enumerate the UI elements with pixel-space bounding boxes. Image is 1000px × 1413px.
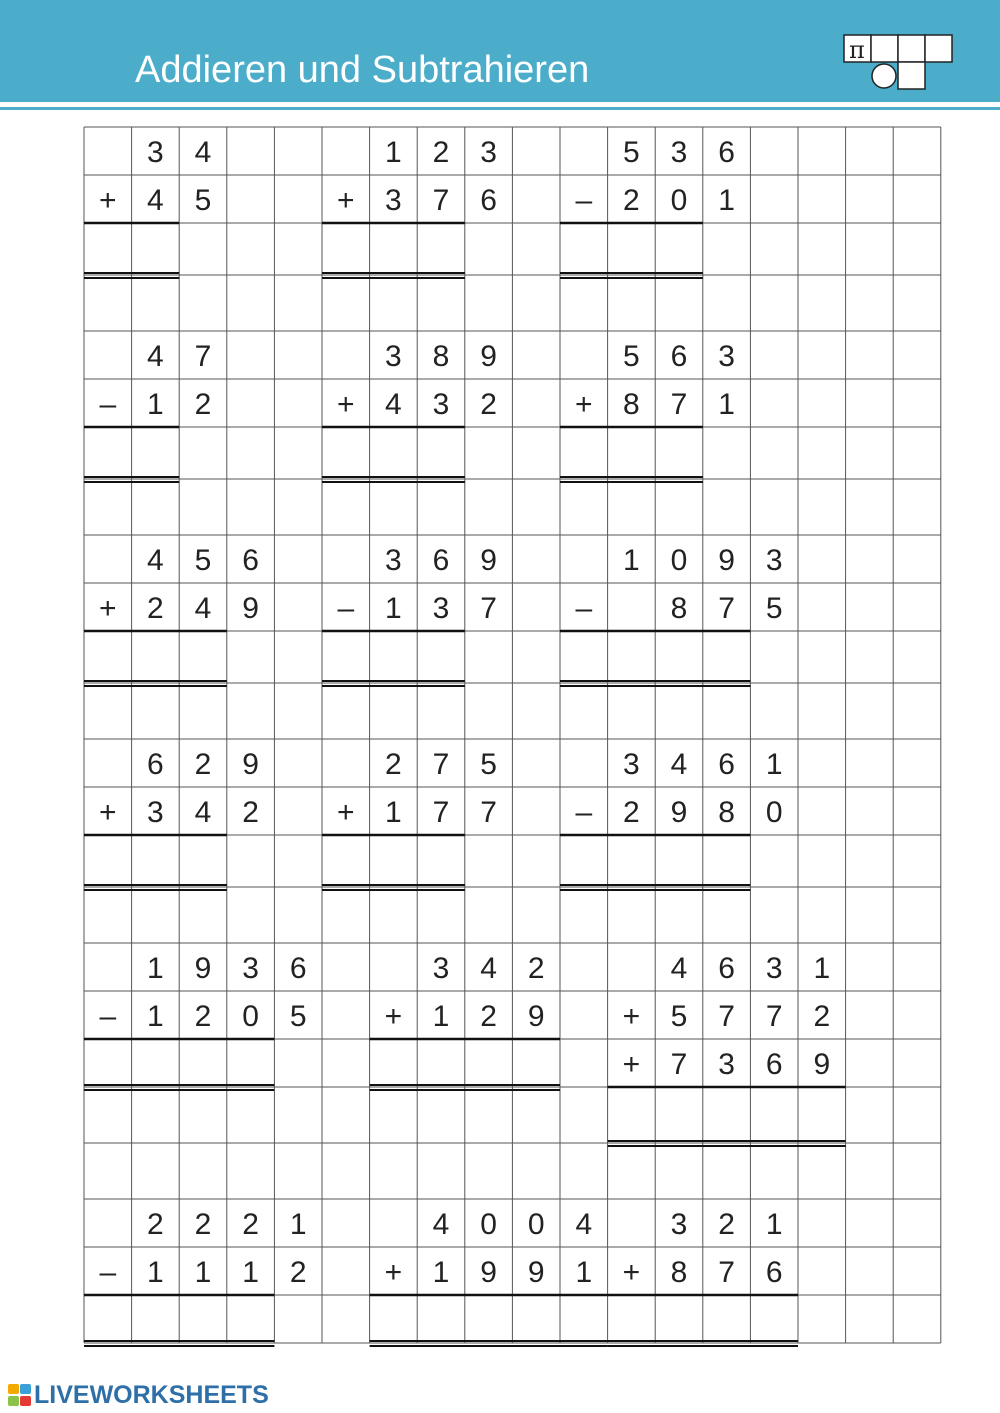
digit: 7 (670, 1048, 688, 1081)
digit: 2 (194, 388, 212, 421)
digit: 5 (194, 184, 212, 217)
digit: 8 (670, 592, 688, 625)
digit: 1 (623, 544, 640, 577)
digit: 0 (670, 184, 688, 217)
digit: 1 (147, 1000, 164, 1033)
pi-symbol: π (849, 36, 865, 64)
digit: 4 (194, 592, 212, 625)
operator-sign: + (99, 592, 117, 625)
digit: 6 (765, 1256, 783, 1289)
digit: 3 (623, 748, 640, 781)
digit: 1 (432, 1000, 450, 1033)
digit: 5 (765, 592, 783, 625)
digit: 4 (147, 340, 164, 373)
digit: 0 (670, 544, 688, 577)
digit: 2 (194, 1000, 212, 1033)
digit: 7 (765, 1000, 783, 1033)
digit: 3 (718, 340, 735, 373)
digit: 2 (623, 184, 640, 217)
digit: 3 (147, 796, 164, 829)
digit: 2 (385, 748, 402, 781)
digit: 2 (289, 1256, 307, 1289)
digit: 1 (718, 388, 735, 421)
digit: 3 (385, 544, 402, 577)
digit: 6 (242, 544, 259, 577)
digit: 9 (480, 544, 497, 577)
digit: 1 (432, 1256, 450, 1289)
digit: 4 (194, 796, 212, 829)
digit: 2 (623, 796, 640, 829)
digit: 1 (813, 952, 831, 985)
digit: 2 (527, 952, 545, 985)
digit: 5 (623, 340, 640, 373)
digit: 2 (718, 1208, 735, 1241)
digit: 2 (194, 748, 212, 781)
digit: 1 (289, 1208, 307, 1241)
digit: 5 (194, 544, 212, 577)
digit: 5 (623, 136, 640, 169)
operator-sign: + (384, 1256, 403, 1289)
digit: 7 (670, 388, 688, 421)
footer-brand-text: LIVEWORKSHEETS (34, 1380, 269, 1409)
digit: 4 (194, 136, 212, 169)
digit: 1 (194, 1256, 212, 1289)
digit: 3 (718, 1048, 735, 1081)
digit: 4 (147, 544, 164, 577)
digit: 8 (718, 796, 735, 829)
digit: 2 (242, 1208, 259, 1241)
digit: 3 (385, 340, 402, 373)
operator-sign: – (575, 796, 593, 829)
digit: 9 (718, 544, 735, 577)
digit: 9 (527, 1256, 545, 1289)
digit: 7 (480, 592, 497, 625)
digit: 7 (194, 340, 212, 373)
digit: 1 (147, 1256, 164, 1289)
digit: 1 (385, 796, 402, 829)
digit: 6 (670, 340, 688, 373)
digit: 4 (670, 952, 688, 985)
digit: 8 (670, 1256, 688, 1289)
digit: 3 (147, 136, 164, 169)
operator-sign: – (575, 592, 593, 625)
digit: 6 (432, 544, 450, 577)
digit: 1 (765, 748, 783, 781)
digit: 4 (670, 748, 688, 781)
digit: 4 (575, 1208, 593, 1241)
digit: 5 (670, 1000, 688, 1033)
digit: 7 (718, 1000, 735, 1033)
digit: 4 (480, 952, 497, 985)
digit: 8 (623, 388, 640, 421)
operator-sign: + (622, 1000, 641, 1033)
operator-sign: – (99, 1000, 117, 1033)
page-title: Addieren und Subtrahieren (135, 49, 590, 91)
digit: 7 (432, 748, 450, 781)
digit: 2 (480, 1000, 497, 1033)
operator-sign: + (384, 1000, 403, 1033)
digit: 0 (242, 1000, 259, 1033)
digit: 8 (432, 340, 450, 373)
digit: 3 (480, 136, 497, 169)
digit: 1 (147, 388, 164, 421)
digit: 7 (718, 1256, 735, 1289)
operator-sign: + (99, 796, 117, 829)
digit: 9 (480, 1256, 497, 1289)
digit: 2 (147, 592, 164, 625)
digit: 3 (242, 952, 259, 985)
operator-sign: + (575, 388, 593, 421)
digit: 0 (527, 1208, 545, 1241)
digit: 2 (813, 1000, 831, 1033)
digit: 2 (480, 388, 497, 421)
digit: 4 (432, 1208, 450, 1241)
digit: 2 (242, 796, 259, 829)
digit: 4 (147, 184, 164, 217)
digit: 6 (480, 184, 497, 217)
footer-brand (8, 1380, 269, 1410)
operator-sign: + (337, 388, 355, 421)
liveworksheets-logo-icon (8, 1383, 32, 1407)
digit: 1 (385, 592, 402, 625)
digit: 0 (480, 1208, 497, 1241)
operator-sign: – (575, 184, 593, 217)
digit: 3 (432, 592, 450, 625)
operator-sign: – (99, 388, 117, 421)
digit: 7 (432, 796, 450, 829)
digit: 2 (194, 1208, 212, 1241)
digit: 3 (385, 184, 402, 217)
digit: 3 (432, 952, 450, 985)
digit: 6 (147, 748, 164, 781)
digit: 9 (242, 748, 259, 781)
digit: 6 (765, 1048, 783, 1081)
digit: 3 (670, 1208, 688, 1241)
digit: 3 (765, 544, 783, 577)
digit: 6 (718, 136, 735, 169)
operator-sign: – (337, 592, 355, 625)
digit: 1 (242, 1256, 259, 1289)
digit: 6 (289, 952, 307, 985)
digit: 5 (480, 748, 497, 781)
digit: 7 (432, 184, 450, 217)
operator-sign: + (99, 184, 117, 217)
digit: 6 (718, 748, 735, 781)
digit: 1 (147, 952, 164, 985)
digit: 0 (765, 796, 783, 829)
digit: 1 (718, 184, 735, 217)
digit: 2 (432, 136, 450, 169)
digit: 3 (670, 136, 688, 169)
digit: 9 (194, 952, 212, 985)
digit: 1 (575, 1256, 593, 1289)
digit: 2 (147, 1208, 164, 1241)
digit: 9 (813, 1048, 831, 1081)
digit: 9 (670, 796, 688, 829)
digit: 1 (765, 1208, 783, 1241)
digit: 1 (385, 136, 402, 169)
digit: 4 (385, 388, 402, 421)
digit: 5 (289, 1000, 307, 1033)
digit: 3 (765, 952, 783, 985)
digit: 7 (718, 592, 735, 625)
digit: 6 (718, 952, 735, 985)
operator-sign: + (622, 1048, 641, 1081)
digit: 7 (480, 796, 497, 829)
digit: 9 (242, 592, 259, 625)
operator-sign: + (622, 1256, 641, 1289)
digit: 3 (432, 388, 450, 421)
digit: 9 (480, 340, 497, 373)
operator-sign: + (337, 796, 355, 829)
digit: 9 (527, 1000, 545, 1033)
operator-sign: – (99, 1256, 117, 1289)
operator-sign: + (337, 184, 355, 217)
